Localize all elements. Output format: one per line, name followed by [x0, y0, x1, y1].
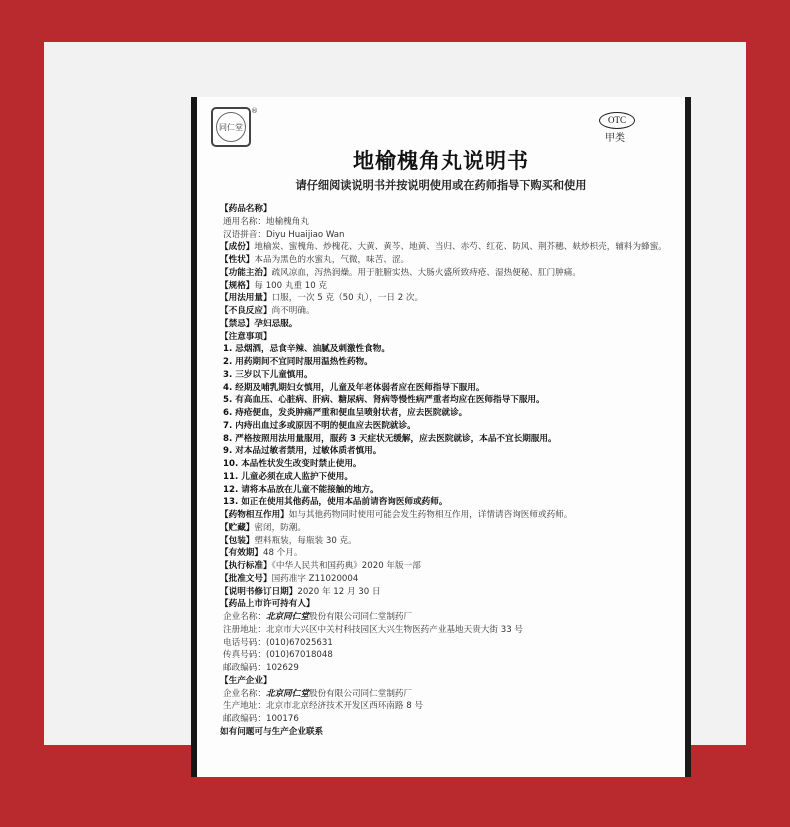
manufacturer-postcode-value: 100176 [265, 714, 299, 724]
precautions-heading: 【注意事项】 [220, 331, 272, 342]
heading-label: 【药品名称】 [220, 204, 272, 214]
interaction-label: 【药物相互作用】 [220, 510, 289, 520]
leaflet-sheet [191, 97, 691, 777]
precaution-item: 2. 用药期间不宜同时服用温热性药物。 [223, 357, 373, 367]
precaution-item: 13. 如正在使用其他药品，使用本品前请咨询医师或药师。 [223, 497, 448, 508]
contraindication-row [220, 318, 672, 331]
generic-name-label: 通用名称： [223, 216, 266, 227]
holder-address-label: 注册地址： [223, 624, 266, 635]
precaution-item: 3. 三岁以下儿童慎用。 [223, 369, 313, 380]
otc-class-label: 甲类 [605, 133, 625, 144]
manufacturer-postcode-label: 邮政编码： [223, 714, 266, 724]
generic-name-row [220, 216, 672, 229]
spec-value: 每 100 丸重 10 克 [254, 280, 328, 291]
adverse-row [220, 305, 672, 318]
manufacturer-heading: 【生产企业】 [220, 675, 272, 686]
precaution-item: 7. 内痔出血过多或原因不明的便血应去医院就诊。 [223, 420, 416, 431]
pinyin-row [220, 229, 672, 242]
manufacturer-company-brand: 北京同仁堂 [265, 688, 309, 699]
storage-row [220, 522, 672, 535]
holder-phone-label: 电话号码： [223, 637, 266, 648]
package-label: 【包装】 [220, 535, 255, 546]
character-label: 【性状】 [220, 255, 255, 265]
holder-phone-row [220, 637, 672, 650]
manufacturer-address-value: 北京市北京经济技术开发区西环南路 8 号 [265, 701, 424, 712]
contraindication-value: 孕妇忌服。 [254, 318, 298, 329]
ingredients-label: 【成份】 [220, 242, 255, 253]
approval-value: 国药准字 Z11020004 [271, 573, 359, 584]
holder-fax-value: (010)67018048 [265, 650, 333, 661]
holder-postcode-value: 102629 [265, 663, 299, 673]
holder-postcode-row [220, 662, 672, 675]
contraindication-label: 【禁忌】 [220, 318, 255, 329]
precaution-item: 9. 对本品过敏者禁用，过敏体质者慎用。 [223, 446, 382, 457]
document-subtitle: 请仔细阅读说明书并按说明使用或在药师指导下购买和使用 [295, 179, 587, 192]
adverse-label: 【不良反应】 [220, 306, 272, 316]
pinyin-label: 汉语拼音： [223, 229, 266, 240]
manufacturer-company-rest: 股份有限公司同仁堂制药厂 [308, 688, 413, 699]
ingredients-row [220, 241, 672, 254]
adverse-value: 尚不明确。 [271, 306, 315, 316]
contact-note: 如有问题可与生产企业联系 [220, 726, 324, 737]
holder-address-row [220, 624, 672, 637]
validity-row [220, 547, 672, 560]
holder-heading-row [220, 598, 672, 611]
dosage-value: 口服，一次 5 克（50 丸），一日 2 次。 [271, 293, 424, 304]
registered-mark: ® [251, 107, 258, 115]
generic-name-value: 地榆槐角丸 [265, 216, 309, 227]
manufacturer-company-label: 企业名称： [223, 688, 266, 699]
standard-row [220, 560, 672, 573]
function-label: 【功能主治】 [220, 267, 272, 278]
character-value: 本品为黑色的水蜜丸，气微，味苦、涩。 [254, 255, 410, 265]
holder-company-label: 企业名称： [223, 612, 266, 622]
otc-badge: OTC [599, 112, 635, 129]
holder-postcode-label: 邮政编码： [223, 663, 266, 673]
holder-fax-label: 传真号码： [223, 650, 266, 661]
holder-heading: 【药品上市许可持有人】 [220, 599, 315, 610]
logo-seal: 同仁堂 [216, 112, 246, 142]
document-title: 地榆槐角丸说明书 [353, 149, 529, 173]
interaction-row [220, 509, 672, 522]
leaflet-photo [44, 42, 746, 745]
pinyin-value: Diyu Huaijiao Wan [265, 229, 345, 240]
tongrentang-logo-icon [211, 107, 258, 147]
holder-company-rest: 股份有限公司同仁堂制药厂 [308, 612, 413, 622]
storage-value: 密闭，防潮。 [254, 522, 306, 533]
leaflet-content [220, 203, 672, 739]
precaution-item: 10. 本品性状发生改变时禁止使用。 [223, 459, 362, 469]
dosage-row [220, 292, 672, 305]
holder-phone-value: (010)67025631 [265, 637, 333, 648]
precaution-item: 4. 经期及哺乳期妇女慎用，儿童及年老体弱者应在医师指导下服用。 [223, 382, 485, 393]
manufacturer-company-row [220, 688, 672, 701]
standard-value: 《中华人民共和国药典》2020 年版一部 [271, 561, 421, 571]
precaution-item: 12. 请将本品放在儿童不能接触的地方。 [223, 484, 379, 495]
approval-label: 【批准文号】 [220, 573, 272, 584]
standard-label: 【执行标准】 [220, 561, 272, 571]
dosage-label: 【用法用量】 [220, 293, 272, 304]
manufacturer-heading-row [220, 675, 672, 688]
interaction-value: 如与其他药物同时使用可能会发生药物相互作用，详情请咨询医师或药师。 [288, 510, 573, 520]
precautions-heading-row [220, 331, 672, 344]
precaution-item: 11. 儿童必须在成人监护下使用。 [223, 471, 353, 482]
holder-address-value: 北京市大兴区中关村科技园区大兴生物医药产业基地天贵大街 33 号 [265, 624, 524, 635]
package-row [220, 535, 672, 548]
package-value: 塑料瓶装，每瓶装 30 克。 [254, 535, 357, 546]
section-drug-name-heading [220, 203, 672, 216]
function-value: 疏风凉血，泻热润燥。用于脏腑实热、大肠火盛所致痔疮、湿热便秘、肛门肿痛。 [271, 267, 581, 278]
precaution-item: 1. 忌烟酒，忌食辛辣、油腻及刺激性食物。 [223, 344, 390, 355]
holder-company-row [220, 611, 672, 624]
approval-row [220, 573, 672, 586]
spec-label: 【规格】 [220, 280, 255, 291]
validity-value: 48 个月。 [262, 548, 303, 559]
manufacturer-postcode-row [220, 713, 672, 726]
revision-label: 【说明书修订日期】 [220, 586, 298, 597]
validity-label: 【有效期】 [220, 548, 263, 559]
precaution-item: 5. 有高血压、心脏病、肝病、糖尿病、肾病等慢性病严重者均应在医师指导下服用。 [223, 395, 545, 406]
revision-value: 2020 年 12 月 30 日 [297, 586, 381, 597]
manufacturer-address-label: 生产地址： [223, 701, 266, 712]
precaution-item: 6. 痔疮便血，发炎肿痛严重和便血呈喷射状者，应去医院就诊。 [223, 408, 468, 418]
manufacturer-address-row [220, 700, 672, 713]
ingredients-value: 地榆炭、蜜槐角、炒槐花、大黄、黄芩、地黄、当归、赤芍、红花、防风、荆芥穗、麸炒枳壳，辅料为蜂蜜。 [254, 242, 667, 253]
holder-company-brand: 北京同仁堂 [265, 612, 309, 622]
storage-label: 【贮藏】 [220, 522, 255, 533]
character-row [220, 254, 672, 267]
spec-row [220, 280, 672, 293]
precaution-item: 8. 严格按照用法用量服用，服药 3 天症状无缓解，应去医院就诊，本品不宜长期服用。 [223, 433, 557, 444]
function-row [220, 267, 672, 280]
revision-row [220, 586, 672, 599]
holder-fax-row [220, 649, 672, 662]
